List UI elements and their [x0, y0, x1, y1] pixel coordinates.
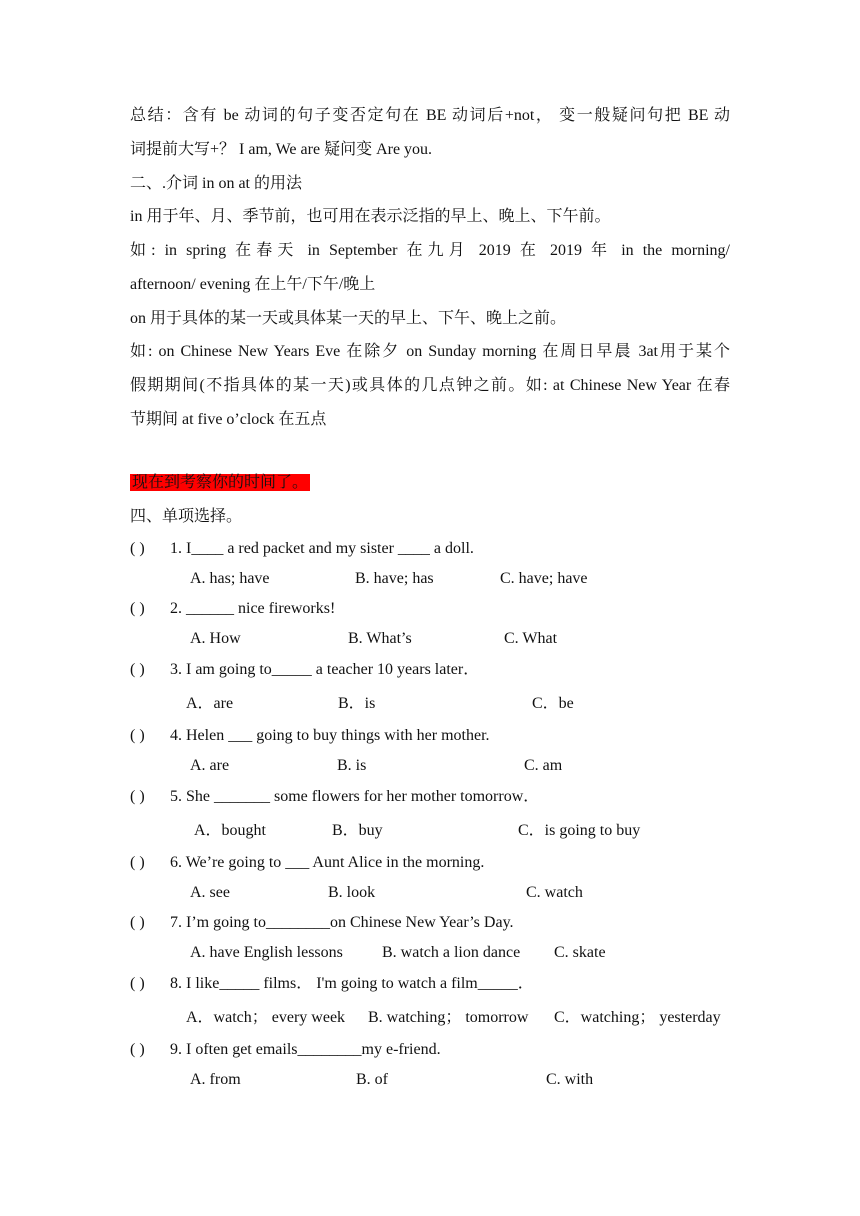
option-a: A. have English lessons: [190, 944, 343, 961]
question-text: 8. I like_____ films． I'm going to watch a film_____．: [170, 975, 534, 992]
option-b: B．is: [338, 695, 376, 712]
question-2: [130, 599, 335, 619]
option-b: B. is: [337, 757, 367, 774]
option-c: C．be: [532, 695, 574, 712]
option-c: C. am: [524, 757, 563, 774]
option-a: A. from: [190, 1071, 241, 1088]
option-b: B. look: [328, 884, 376, 901]
option-a: A. are: [190, 757, 230, 774]
answer-blank[interactable]: ( ): [130, 661, 145, 678]
on-rule: on 用于具体的某一天或具体某一天的早上、下午、晚上之前。: [130, 310, 567, 327]
question-3: [130, 660, 479, 680]
answer-blank[interactable]: ( ): [130, 854, 145, 871]
option-c: C. with: [546, 1071, 594, 1088]
question-6: [130, 853, 484, 873]
question-5: [130, 787, 539, 807]
answer-blank[interactable]: ( ): [130, 727, 145, 744]
highlight-banner: [130, 473, 310, 493]
option-c: C. What: [504, 630, 558, 647]
question-text: 5. She _______ some flowers for her mother tomorrow．: [170, 788, 540, 805]
in-example-2: afternoon/ evening 在上午/下午/晚上: [130, 276, 376, 293]
question-1: [130, 539, 474, 559]
question-text: 4. Helen ___ going to buy things with her mother.: [170, 727, 490, 744]
option-c: C. watch: [526, 884, 583, 901]
answer-blank[interactable]: ( ): [130, 914, 145, 931]
option-a: A. has; have: [190, 570, 270, 587]
question-text: 6. We’re going to ___ Aunt Alice in the morning.: [170, 854, 485, 871]
section-2-heading: 二、.介词 in on at 的用法: [130, 175, 302, 192]
question-text: 2. ______ nice fireworks!: [170, 600, 336, 617]
option-a: A．watch； every week: [186, 1009, 346, 1026]
option-b: B. watching； tomorrow: [368, 1009, 529, 1026]
on-example-1: 如: on Chinese New Years Eve 在除夕 on Sunday morning 在周日早晨 3at用于某个: [130, 343, 730, 360]
option-c: C．is going to buy: [518, 822, 641, 839]
answer-blank[interactable]: ( ): [130, 788, 145, 805]
answer-blank[interactable]: ( ): [130, 540, 145, 557]
answer-blank[interactable]: ( ): [130, 975, 145, 992]
option-b: B．buy: [332, 822, 383, 839]
in-example-1: 如: in spring 在春天 in September 在九月 2019 在 2019 年 in the morning/: [130, 242, 730, 259]
option-a: A. How: [190, 630, 241, 647]
option-c: C. have; have: [500, 570, 588, 587]
option-a: A．are: [186, 695, 234, 712]
option-b: B. have; has: [355, 570, 434, 587]
option-c: C．watching； yesterday: [554, 1009, 721, 1026]
question-text: 7. I’m going to________on Chinese New Year’s Day.: [170, 914, 514, 931]
question-8: [130, 974, 534, 994]
question-text: 1. I____ a red packet and my sister ____ a doll.: [170, 540, 474, 557]
in-rule: in 用于年、月、季节前，也可用在表示泛指的早上、晚上、下午前。: [130, 208, 611, 225]
answer-blank[interactable]: ( ): [130, 600, 145, 617]
question-4: [130, 726, 490, 746]
summary-line-1: 总结：含有 be 动词的句子变否定句在 BE 动词后+not， 变一般疑问句把 BE 动: [130, 107, 730, 124]
on-example-2: 假期期间(不指具体的某一天)或具体的几点钟之前。如: at Chinese New Year 在春: [130, 377, 730, 394]
question-9: [130, 1040, 441, 1060]
option-b: B. What’s: [348, 630, 412, 647]
section-4-heading: 四、单项选择。: [130, 508, 243, 525]
on-example-3: 节期间 at five o’clock 在五点: [130, 411, 327, 428]
option-a: A．bought: [194, 822, 267, 839]
question-text: 9. I often get emails________my e-friend.: [170, 1041, 441, 1058]
option-a: A. see: [190, 884, 230, 901]
question-text: 3. I am going to_____ a teacher 10 years later．: [170, 661, 480, 678]
option-c: C. skate: [554, 944, 606, 961]
answer-blank[interactable]: ( ): [130, 1041, 145, 1058]
banner-text: 现在到考察你的时间了。: [132, 474, 309, 491]
option-b: B. watch a lion dance: [382, 944, 521, 961]
option-b: B. of: [356, 1071, 388, 1088]
summary-line-2: 词提前大写+？ I am, We are 疑问变 Are you.: [130, 141, 433, 158]
question-7: [130, 913, 514, 933]
